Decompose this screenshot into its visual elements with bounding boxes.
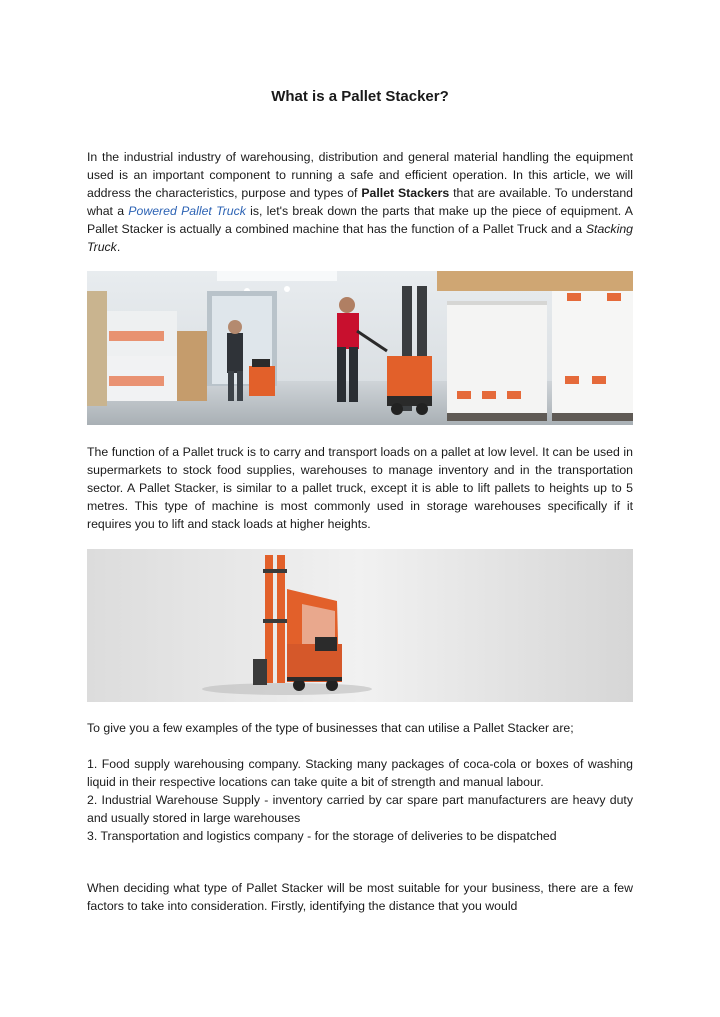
intro-text-3: is, let's break down the parts that make up the piece of equipment. A Pallet Stacker is actually a combined machine that has the function of a Pallet Truck and a — [87, 204, 633, 236]
intro-text-2: that are available. To understand what a — [87, 186, 633, 218]
pallet-stackers-bold: Pallet Stackers — [361, 186, 450, 200]
intro-text-1: In the industrial industry of warehousing, distribution and general material handling the equipment used is an important component to running a safe and efficient operation. In this article, we will address the characteristics, purpose and types of — [87, 150, 633, 200]
paragraph-examples-intro: To give you a few examples of the type of businesses that can utilise a Pallet Stacker are; — [87, 721, 574, 735]
list-item: 2. Industrial Warehouse Supply - inventory carried by car spare part manufacturers are heavy duty and usually stored in large warehouses — [87, 793, 633, 825]
list-item: 1. Food supply warehousing company. Stacking many packages of coca-cola or boxes of washing liquid in their respective locations can take quite a bit of strength and manual labour. — [87, 757, 633, 789]
reach-truck-photo — [87, 549, 633, 702]
stacking-truck-italic: Stacking Truck — [87, 222, 633, 254]
paragraph-pallet-truck-function: The function of a Pallet truck is to carry and transport loads on a pallet at low level. It can be used in supermarkets to stock food supplies, warehouses to manage inventory and in the transportation sector. A Pallet Stacker, is similar to a pallet truck, except it is able to lift pallets to heights up to 5 metres. This type of machine is most commonly used in storage warehouses specifically if it requires you to lift and stack loads at higher heights. — [87, 445, 633, 531]
paragraph-deciding-factors: When deciding what type of Pallet Stacker will be most suitable for your business, there are a few factors to take into consideration. Firstly, identifying the distance that you would — [87, 881, 633, 913]
intro-text-4: . — [116, 240, 121, 254]
intro-paragraph — [87, 148, 633, 256]
page-title: What is a Pallet Stacker? — [271, 88, 449, 105]
list-item: 3. Transportation and logistics company - for the storage of deliveries to be dispatched — [87, 829, 557, 843]
business-examples-list — [87, 755, 633, 845]
powered-pallet-truck-link[interactable]: Powered Pallet Truck — [128, 204, 246, 218]
warehouse-photo — [87, 271, 633, 425]
